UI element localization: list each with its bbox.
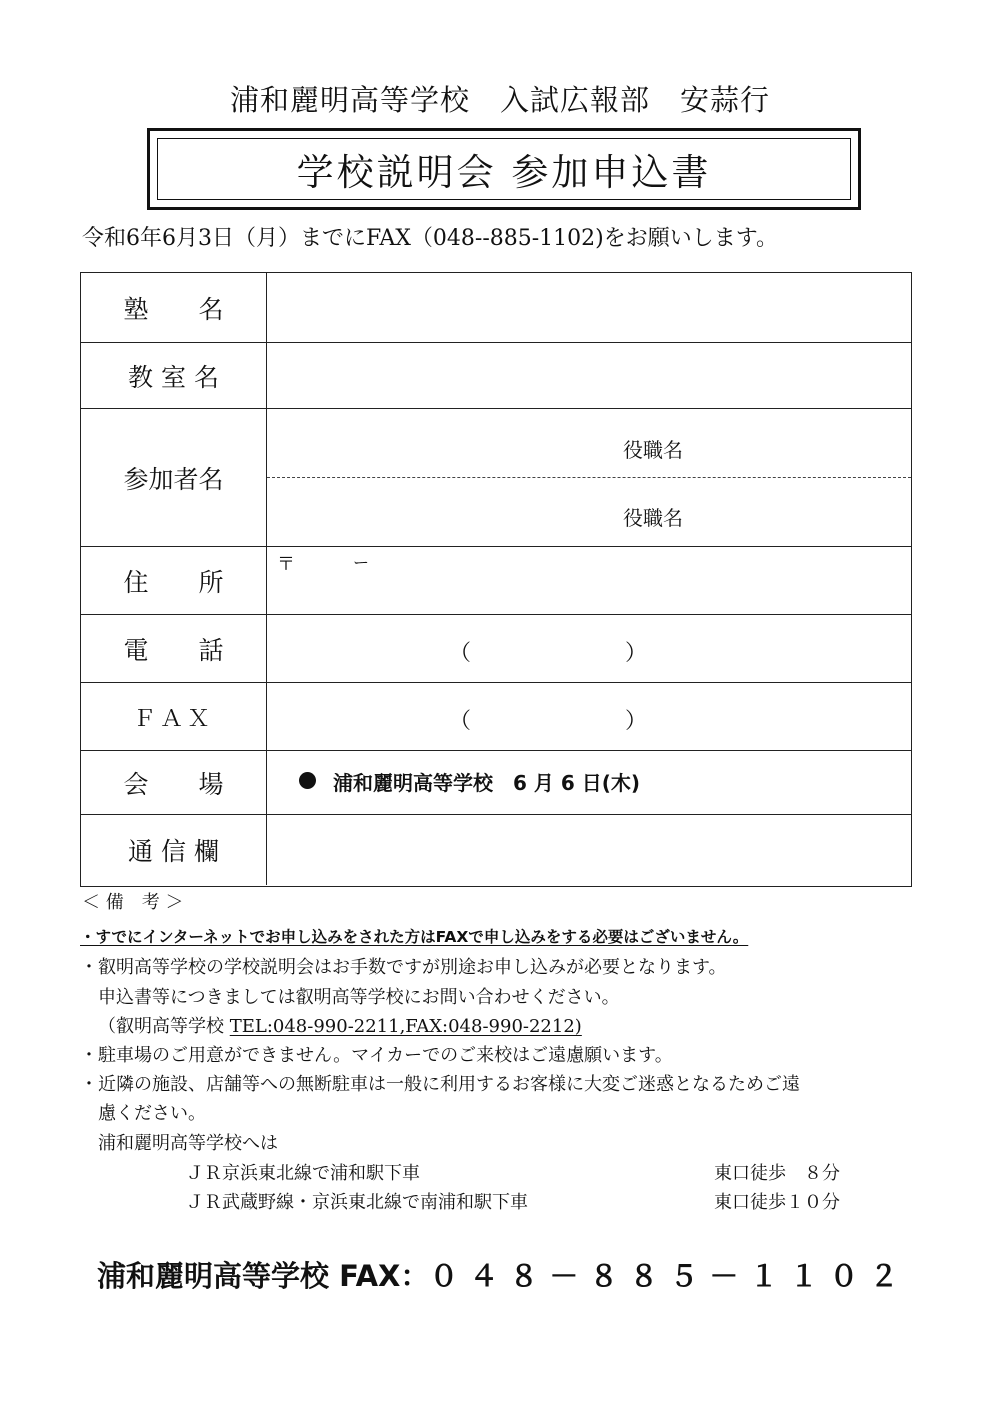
eimei-name: （叡明高等学校: [98, 1016, 230, 1037]
venue-bullet-icon: [299, 772, 330, 791]
access-intro: 浦和麗明高等学校へは: [98, 1133, 278, 1154]
title-frame: [147, 128, 861, 210]
note-no-illegal-parking-cont: 慮ください。: [98, 1103, 206, 1124]
row-phone: [81, 615, 911, 683]
route-1-walk: 東口徒歩 ８分: [714, 1163, 840, 1184]
route-2-walk: 東口徒歩１０分: [714, 1192, 840, 1213]
address-field[interactable]: [267, 547, 911, 614]
eimei-tel-fax: TEL:048-990-2211,FAX:048-990-2212): [229, 1016, 582, 1037]
title-inner-frame: [157, 138, 851, 200]
row-notes-field: [81, 815, 911, 885]
postal-mark: 〒: [277, 554, 295, 575]
note-eimei-numbers: [98, 1012, 582, 1038]
row-participant: [81, 409, 911, 547]
label-fax: ＦＡＸ: [81, 683, 267, 750]
deadline-instruction: 令和6年6月3日（月）までにFAX（048--885-1102)をお願いします。: [82, 226, 778, 251]
row-classroom: [81, 343, 911, 409]
position-label-2: 役職名: [623, 506, 683, 530]
note-eimei-separate: ・叡明高等学校の学校説明会はお手数ですが別途お申し込みが必要となります。: [80, 957, 727, 978]
label-phone: 電 話: [81, 615, 267, 682]
phone-paren-close: ）: [625, 641, 648, 666]
label-notes-field: 通 信 欄: [81, 815, 267, 885]
form-title: 学校説明会 参加申込書: [296, 151, 712, 194]
participant-field-1[interactable]: [267, 409, 911, 477]
application-form-table: [80, 272, 912, 887]
row-juku: [81, 273, 911, 343]
fax-field[interactable]: [267, 683, 911, 750]
notes-field[interactable]: [267, 815, 911, 885]
note-eimei-contact: 申込書等につきましては叡明高等学校にお問い合わせください。: [98, 987, 620, 1008]
note-no-illegal-parking: ・近隣の施設、店舗等への無断駐車は一般に利用するお客様に大変ご迷惑となるためご遠: [80, 1074, 800, 1095]
participant-field-2[interactable]: [267, 478, 911, 546]
phone-field[interactable]: [267, 615, 911, 682]
postal-dash: ー: [353, 553, 370, 572]
position-label-1: 役職名: [623, 438, 683, 462]
classroom-field[interactable]: [267, 343, 911, 408]
notes-heading: ＜ 備 考 ＞: [82, 892, 184, 913]
route-2-line: ＪＲ武蔵野線・京浜東北線で南浦和駅下車: [186, 1192, 528, 1213]
venue-value: 浦和麗明高等学校 6 月 6 日(木): [333, 771, 641, 795]
route-1-line: ＪＲ京浜東北線で浦和駅下車: [186, 1163, 420, 1184]
footer-fax-number: ０４８－８８５－１１０２: [429, 1259, 910, 1293]
label-participant: 参加者名: [81, 409, 267, 546]
fax-paren-close: ）: [625, 709, 648, 734]
label-classroom: 教 室 名: [81, 343, 267, 408]
footer-fax: [97, 1254, 909, 1295]
note-no-parking: ・駐車場のご用意ができません。マイカーでのご来校はご遠慮願います。: [80, 1045, 673, 1066]
row-venue: [81, 751, 911, 815]
footer-label: 浦和麗明高等学校 FAX：: [97, 1259, 430, 1293]
label-venue: 会 場: [81, 751, 267, 814]
organization-header: 浦和麗明高等学校 入試広報部 安蒜行: [229, 83, 770, 117]
juku-field[interactable]: [267, 273, 911, 342]
fax-paren-open: （: [449, 709, 472, 734]
row-address: [81, 547, 911, 615]
phone-paren-open: （: [449, 641, 472, 666]
row-fax: [81, 683, 911, 751]
note-online-registered: ・すでにインターネットでお申し込みをされた方はFAXで申し込みをする必要はございません。: [80, 928, 749, 946]
label-juku: 塾 名: [81, 273, 267, 342]
label-address: 住 所: [81, 547, 267, 614]
